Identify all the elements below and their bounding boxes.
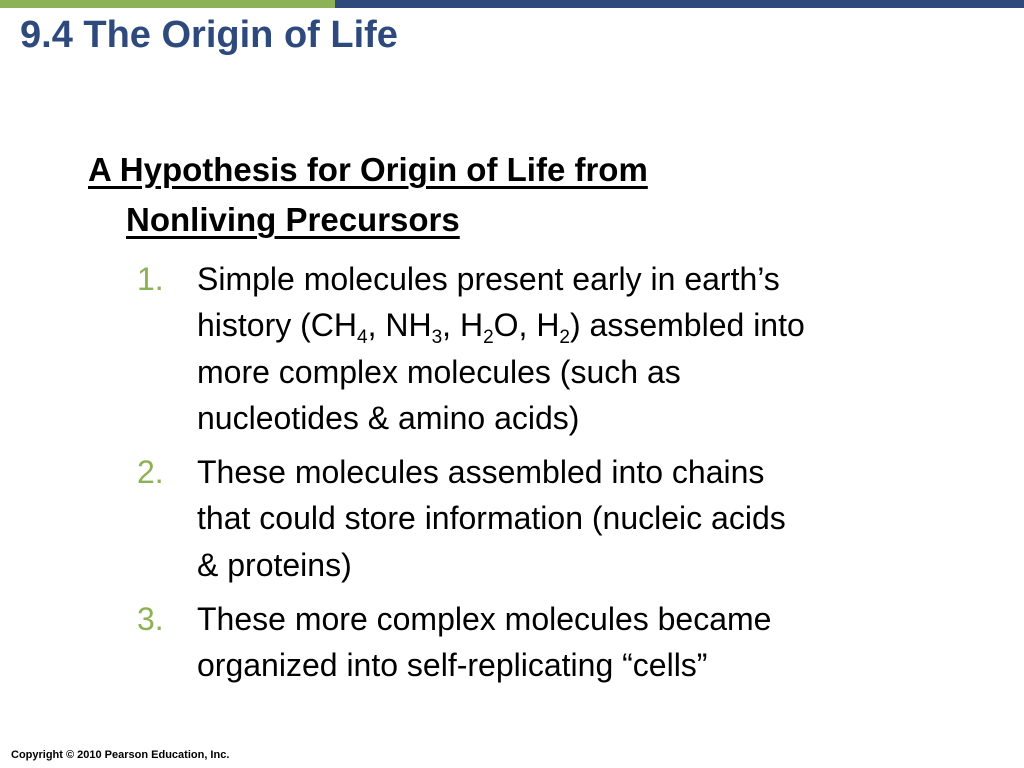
list-item-line: history ($CH_4$, $NH_3$, $H_2O$, $H_2$) assembled into bbox=[197, 307, 805, 349]
top-accent-bar bbox=[0, 0, 1024, 8]
list-item-line: more complex molecules (such as bbox=[197, 353, 681, 390]
list-item-line: Simple molecules present early in earth’s bbox=[197, 261, 780, 297]
list-item-line: These molecules assembled into chains bbox=[197, 454, 765, 491]
list-item-line: & proteins) bbox=[197, 546, 352, 583]
list-item-number: 3. bbox=[137, 601, 164, 638]
top-bar-blue-segment bbox=[335, 0, 1024, 8]
list-item bbox=[137, 596, 957, 689]
top-bar-green-segment bbox=[0, 0, 335, 8]
list-item bbox=[137, 256, 957, 441]
copyright-footer: Copyright © 2010 Pearson Education, Inc. bbox=[11, 749, 230, 761]
list-item-number: 1. bbox=[137, 261, 164, 297]
heading-line-2: Nonliving Precursors bbox=[126, 201, 460, 238]
list-item-number: 2. bbox=[137, 454, 164, 491]
list-item-line: that could store information (nucleic acids bbox=[197, 500, 786, 537]
heading-line-1: A Hypothesis for Origin of Life from bbox=[88, 151, 648, 188]
hypothesis-heading bbox=[88, 145, 908, 245]
list-item bbox=[137, 449, 957, 588]
slide-title: 9.4 The Origin of Life bbox=[20, 14, 398, 56]
list-item-line: These more complex molecules became bbox=[197, 601, 772, 638]
numbered-list bbox=[137, 256, 957, 689]
list-item-line: nucleotides & amino acids) bbox=[197, 399, 580, 436]
list-item-line: organized into self-replicating “cells” bbox=[197, 647, 708, 684]
